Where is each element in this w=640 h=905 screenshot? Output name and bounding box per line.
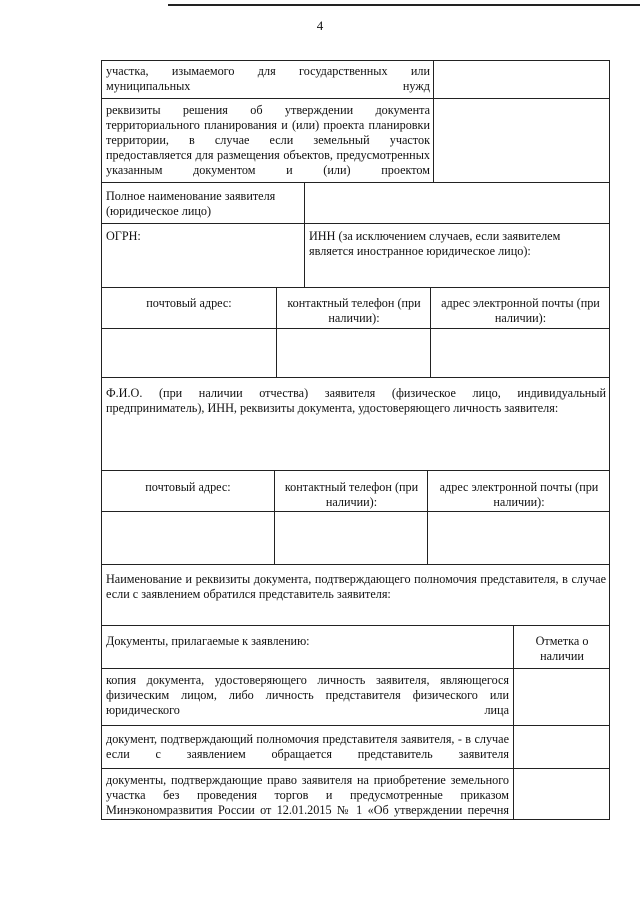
legal-postal-label: почтовый адрес: xyxy=(146,296,232,310)
planning-decision-value[interactable] xyxy=(434,99,610,183)
page-number: 4 xyxy=(316,18,324,33)
individual-fio-label: Ф.И.О. (при наличии отчества) заявителя (физическое лицо, индивидуальный предприниматель), ИНН, реквизиты документа, удостоверяющего личность заявителя: xyxy=(106,386,606,415)
top-rule xyxy=(168,4,640,6)
individual-table xyxy=(101,377,610,565)
seized-plot-value[interactable] xyxy=(434,61,610,98)
legal-entity-table xyxy=(101,182,610,378)
individual-postal-value[interactable] xyxy=(102,512,274,564)
legal-phone-label: контактный телефон (при наличии): xyxy=(287,296,421,325)
representative-label: Наименование и реквизиты документа, подтверждающего полномочия представителя, в случае если с заявлением обратился представитель заявителя: xyxy=(106,572,606,601)
legal-postal-value[interactable] xyxy=(102,329,276,377)
document-mark-checkbox[interactable] xyxy=(514,726,609,768)
document-item: копия документа, удостоверяющего личность заявителя, являющегося физическим лицом, либо личность представителя физического или юридического лица xyxy=(106,673,509,717)
legal-email-label: адрес электронной почты (при наличии): xyxy=(441,296,600,325)
mark-header: Отметка о наличии xyxy=(535,634,589,663)
individual-postal-label: почтовый адрес: xyxy=(145,480,231,494)
individual-phone-value[interactable] xyxy=(275,512,427,564)
full-name-value[interactable] xyxy=(305,183,610,223)
legal-phone-value[interactable] xyxy=(277,329,430,377)
legal-email-value[interactable] xyxy=(431,329,609,377)
planning-decision-row: реквизиты решения об утверждении документа территориального планирования и (или) проекта планировки территории, в случае если земельный участок предоставляется для размещения объектов, предусмотренных указанным документом и (или) проектом xyxy=(106,103,430,177)
individual-phone-label: контактный телефон (при наличии): xyxy=(284,480,419,509)
document-mark-checkbox[interactable] xyxy=(514,769,609,819)
representative-table xyxy=(101,564,610,626)
document-item: документы, подтверждающие право заявителя на приобретение земельного участка без проведения торгов и предусмотренные приказом Минэкономразвития России от 12.01.2015 № 1 «Об утверждении перечня xyxy=(106,773,509,817)
inn-label: ИНН (за исключением случаев, если заявителем является иностранное юридическое лицо): xyxy=(309,229,561,258)
plot-details-table xyxy=(101,60,610,183)
individual-email-label: адрес электронной почты (при наличии): xyxy=(439,480,599,509)
document-item: документ, подтверждающий полномочия представителя заявителя, - в случае если с заявлением обращается представитель заявителя xyxy=(106,732,509,761)
individual-fio-value[interactable] xyxy=(102,418,610,468)
document-mark-checkbox[interactable] xyxy=(514,669,609,725)
full-name-label: Полное наименование заявителя (юридическое лицо) xyxy=(106,189,276,218)
documents-header: Документы, прилагаемые к заявлению: xyxy=(106,634,310,648)
seized-plot-row: участка, изымаемого для государственных или муниципальных нужд xyxy=(106,64,430,93)
individual-email-value[interactable] xyxy=(428,512,609,564)
ogrn-label: ОГРН: xyxy=(106,229,141,243)
documents-table xyxy=(101,625,610,820)
